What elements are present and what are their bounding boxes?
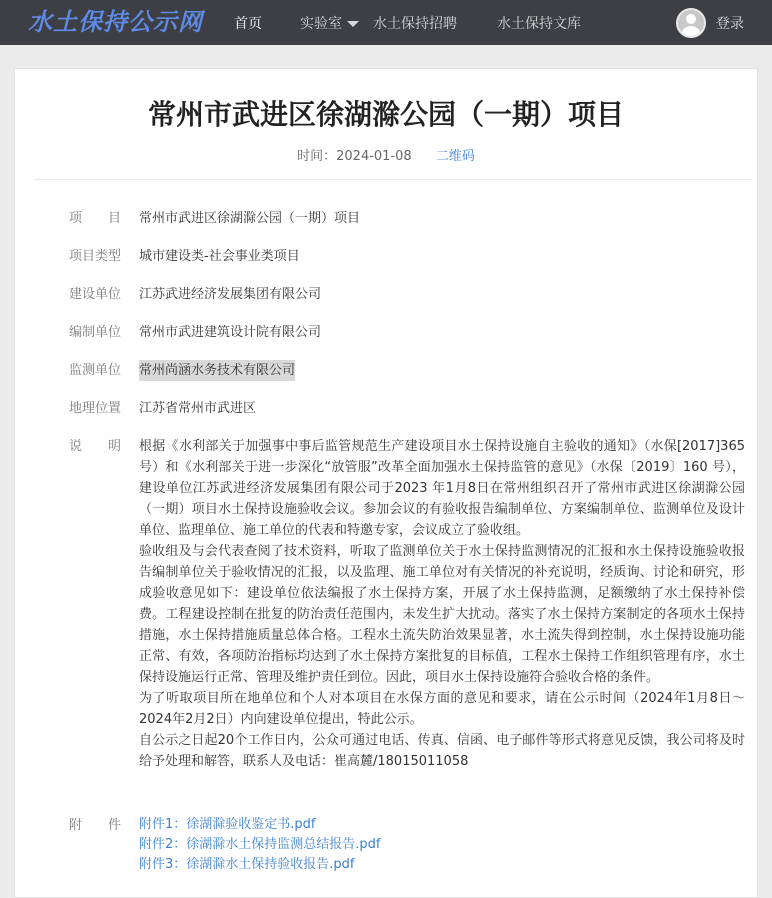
attachment-list (139, 815, 380, 875)
field-value: 江苏省常州市武进区 (139, 401, 257, 416)
field-value: 常州尚涵水务技术有限公司 (139, 360, 295, 381)
top-navbar (0, 0, 772, 45)
field-value: 江苏武进经济发展集团有限公司 (139, 287, 322, 302)
field-label: 建设单位 (69, 287, 122, 302)
field-location (69, 398, 256, 419)
field-type (69, 246, 300, 267)
attachment-link-3[interactable]: 附件3：徐湖滁水土保持验收报告.pdf (139, 857, 355, 872)
field-label: 项 目 (69, 211, 122, 226)
field-label: 说 明 (69, 439, 122, 454)
site-logo[interactable]: 水土保持公示网 (28, 8, 203, 36)
field-label: 监测单位 (69, 363, 122, 378)
description-paragraph: 为了听取项目所在地单位和个人对本项目在水保方面的意见和要求，请在公示时间（2024年1月8日～2024年2月2日）内向建设单位提出，特此公示。 (139, 691, 745, 727)
field-label: 项目类型 (69, 249, 122, 264)
field-value: 城市建设类-社会事业类项目 (139, 249, 300, 264)
field-label: 地理位置 (69, 401, 122, 416)
description-paragraph: 根据《水利部关于加强事中事后监管规范生产建设项目水土保持设施自主验收的通知》（水保[2017]365 号）和《水利部关于进一步深化“放管服”改革全面加强水土保持监管的意见》（水保〔2019〕160 号），建设单位江苏武进经济发展集团有限公司于2023 年1月8日在常州组织召开了常州市武进区徐湖滁公园（一期）项目水土保持设施验收会议。参加会议的有验收报告编制单位、方案编制单位、监测单位及设计单位、监理单位、施工单位的代表和特邀专家，会议成立了验收组。 (139, 439, 745, 538)
avatar-body (681, 26, 701, 38)
nav-lab[interactable] (300, 13, 359, 33)
attachment-link-1[interactable]: 附件1：徐湖滁验收鉴定书.pdf (139, 817, 316, 832)
nav-home[interactable]: 首页 (234, 15, 262, 32)
avatar-head (686, 14, 696, 24)
user-area[interactable] (676, 0, 744, 45)
field-monitor (69, 360, 295, 381)
field-label: 附 件 (69, 818, 122, 833)
field-value: 常州市武进区徐湖滁公园（一期）项目 (139, 211, 361, 226)
nav-library[interactable]: 水土保持文库 (497, 15, 581, 32)
field-attachments (69, 815, 380, 875)
description-paragraph: 自公示之日起20个工作日内，公众可通过电话、传真、信函、电子邮件等形式将意见反馈，我公司将及时给予处理和解答，联系人及电话：崔高麓/18015011058 (139, 733, 745, 769)
field-builder (69, 284, 321, 305)
page-title: 常州市武进区徐湖滁公园（一期）项目 (147, 98, 624, 131)
attachment-link-2[interactable]: 附件2：徐湖滁水土保持监测总结报告.pdf (139, 837, 381, 852)
field-description (69, 436, 745, 772)
time-label: 时间： (297, 149, 337, 164)
description-paragraph: 验收组及与会代表查阅了技术资料，听取了监测单位关于水土保持监测情况的汇报和水土保持设施验收报告编制单位关于验收情况的汇报，以及监理、施工单位对有关情况的补充说明，经质询、讨论和研究，形成验收意见如下：建设单位依法编报了水土保持方案，开展了水土保持监测，足额缴纳了水土保持补偿费。工程建设控制在批复的防治责任范围内，未发生扩大扰动。落实了水土保持方案制定的各项水土保持措施，水土保持措施质量总体合格。工程水土流失防治效果显著，水土流失得到控制，水土保持设施功能正常、有效，各项防治指标均达到了水土保持方案批复的目标值，工程水土保持工作组织管理有序，水土保持设施运行正常、管理及维护责任到位。因此，项目水土保持设施符合验收合格的条件。 (139, 544, 745, 685)
article-card (14, 68, 758, 898)
publish-time: 2024-01-08 (336, 149, 412, 164)
caret-down-icon (347, 21, 359, 27)
title-divider (35, 179, 751, 180)
field-value: 常州市武进建筑设计院有限公司 (139, 325, 322, 340)
article-meta (15, 145, 757, 164)
description-text (139, 436, 745, 772)
login-link[interactable]: 登录 (716, 15, 744, 32)
qrcode-link[interactable]: 二维码 (435, 149, 475, 164)
main-nav (234, 0, 603, 45)
nav-lab-label: 实验室 (300, 15, 342, 32)
field-label: 编制单位 (69, 325, 122, 340)
user-avatar-icon[interactable] (676, 8, 706, 38)
nav-recruit[interactable]: 水土保持招聘 (373, 15, 457, 32)
field-editor (69, 322, 321, 343)
field-project (69, 208, 360, 229)
